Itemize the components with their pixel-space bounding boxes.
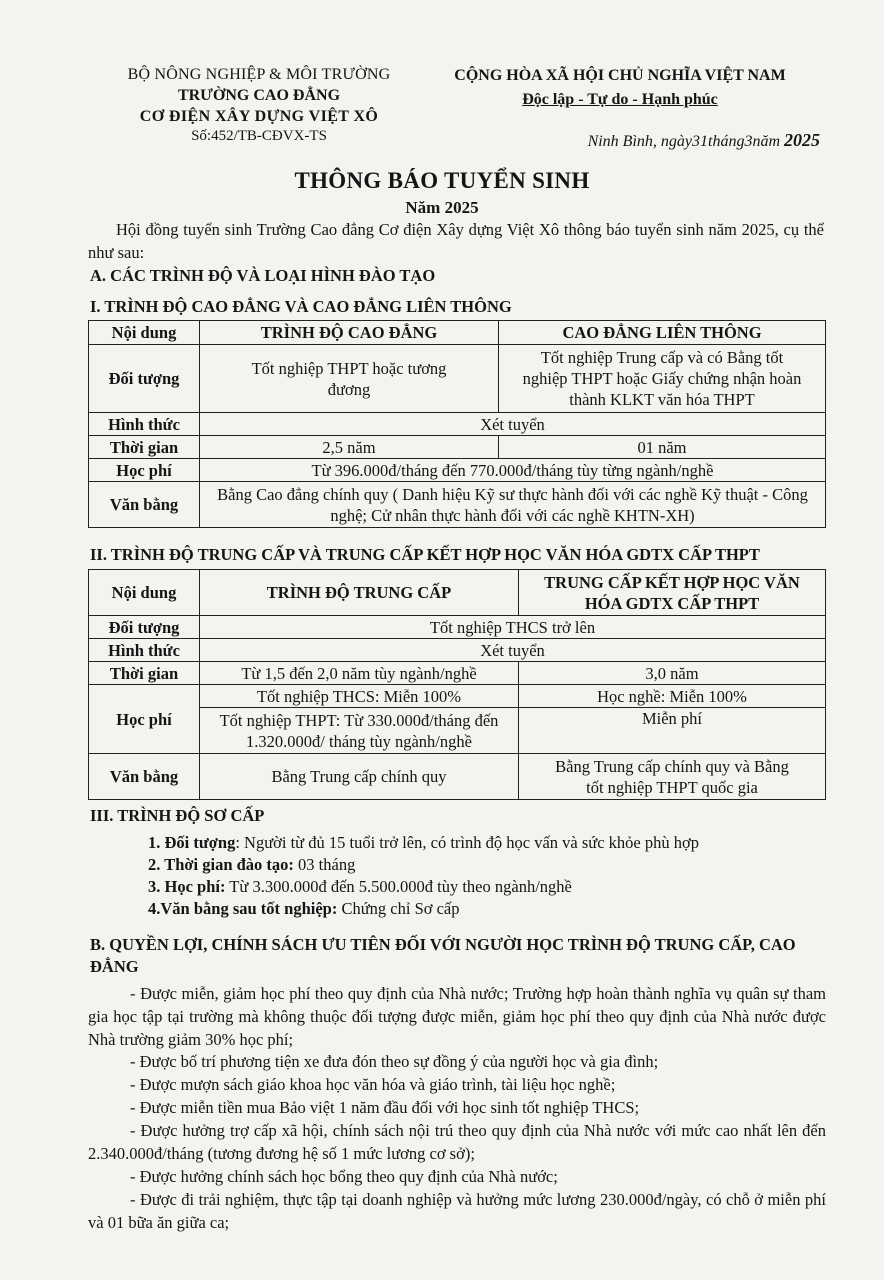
- row-label: Học phí: [89, 459, 200, 482]
- table-cell: Bằng Trung cấp chính quy và Bằng tốt nghiệp THPT quốc gia: [519, 754, 826, 800]
- table-cell: Từ 1,5 đến 2,0 năm tùy ngành/nghề: [200, 662, 519, 685]
- list-item: - Được miễn, giảm học phí theo quy định của Nhà nước; Trường hợp hoàn thành nghĩa vụ quân sự tham gia học tập tại trường mà không thuộc đối tượng được miễn, giảm học phí theo quy định của Nhà nước được Nhà trường giảm 30% học phí;: [88, 984, 826, 1049]
- issuer-block: [104, 64, 414, 147]
- row-label: Đối tượng: [89, 345, 200, 413]
- table-row: [89, 708, 826, 754]
- document-number: Số:452/TB-CĐVX-TS: [191, 128, 327, 144]
- table-cell: Tốt nghiệp THPT hoặc tương đương: [200, 345, 499, 413]
- table-row: [89, 413, 826, 436]
- list-item: 2. Thời gian đào tạo: 03 tháng: [148, 855, 356, 874]
- table-cell: Từ 396.000đ/tháng đến 770.000đ/tháng tùy từng ngành/nghề: [200, 459, 826, 482]
- list-item: 1. Đối tượng: Người từ đủ 15 tuổi trở lên, có trình độ học vấn và sức khỏe phù hợp: [148, 833, 699, 852]
- table-cao-dang: [88, 320, 826, 528]
- list-item: - Được đi trải nghiệm, thực tập tại doanh nghiệp và hưởng mức lương 230.000đ/ngày, có chỗ ở miễn phí và 01 bữa ăn giữa ca;: [88, 1190, 826, 1232]
- table-cell: Tốt nghiệp Trung cấp và có Bằng tốt nghiệp THPT hoặc Giấy chứng nhận hoàn thành KLKT văn hóa THPT: [499, 345, 826, 413]
- table-trung-cap: [88, 569, 826, 800]
- row-label: Hình thức: [89, 639, 200, 662]
- section-3-heading: III. TRÌNH ĐỘ SƠ CẤP: [90, 806, 265, 825]
- table-row: [89, 616, 826, 639]
- section-2-heading: II. TRÌNH ĐỘ TRUNG CẤP VÀ TRUNG CẤP KẾT HỢP HỌC VĂN HÓA GDTX CẤP THPT: [90, 545, 760, 564]
- row-label: Học phí: [89, 685, 200, 754]
- document-subtitle: Năm 2025: [405, 198, 479, 217]
- table-row: [89, 482, 826, 528]
- table-cell: 01 năm: [499, 436, 826, 459]
- table-cell: 2,5 năm: [200, 436, 499, 459]
- ministry-name: BỘ NÔNG NGHIỆP & MÔI TRƯỜNG: [127, 66, 391, 83]
- document-title: THÔNG BÁO TUYỂN SINH: [294, 168, 590, 193]
- table-cell: Bằng Cao đẳng chính quy ( Danh hiệu Kỹ sư thực hành đối với các nghề Kỹ thuật - Công nghệ; Cử nhân thực hành đối với các nghề KHTN-XH): [200, 482, 826, 528]
- date-year: 2025: [784, 130, 820, 150]
- row-label: Văn bằng: [89, 482, 200, 528]
- table-cell: 3,0 năm: [519, 662, 826, 685]
- table-cell: Miễn phí: [519, 708, 826, 754]
- table-header-cell: TRÌNH ĐỘ CAO ĐẲNG: [200, 321, 499, 345]
- school-name-line1: TRƯỜNG CAO ĐẲNG: [177, 87, 341, 104]
- table-cell: Tốt nghiệp THCS: Miễn 100%: [200, 685, 519, 708]
- section-1-heading: I. TRÌNH ĐỘ CAO ĐẲNG VÀ CAO ĐẲNG LIÊN THÔNG: [90, 297, 512, 316]
- table-header-cell: TRUNG CẤP KẾT HỢP HỌC VĂN HÓA GDTX CẤP THPT: [519, 570, 826, 616]
- intro-paragraph: Hội đồng tuyển sinh Trường Cao đẳng Cơ điện Xây dựng Việt Xô thông báo tuyển sinh năm 2025, cụ thể như sau:: [88, 220, 824, 262]
- table-row: [89, 345, 826, 413]
- table-row: [89, 754, 826, 800]
- country-name: CỘNG HÒA XÃ HỘI CHỦ NGHĨA VIỆT NAM: [454, 67, 786, 84]
- list-item: - Được hưởng trợ cấp xã hội, chính sách nội trú theo quy định của Nhà nước với mức cao nhất lên đến 2.340.000đ/tháng (tương đương hệ số 1 mức lương cơ sở);: [88, 1121, 826, 1163]
- table-cell: Xét tuyển: [200, 639, 826, 662]
- table-header-cell: Nội dung: [89, 321, 200, 345]
- national-motto: Độc lập - Tự do - Hạnh phúc: [522, 91, 718, 108]
- school-name-line2: CƠ ĐIỆN XÂY DỰNG VIỆT XÔ: [139, 108, 379, 125]
- table-row: [89, 685, 826, 708]
- table-row: [89, 570, 826, 616]
- section-3-list: [148, 832, 699, 920]
- table-cell: Bằng Trung cấp chính quy: [200, 754, 519, 800]
- list-item: - Được miễn tiền mua Bảo việt 1 năm đầu đối với học sinh tốt nghiệp THCS;: [130, 1098, 640, 1117]
- list-item: 4.Văn bằng sau tốt nghiệp: Chứng chỉ Sơ cấp: [148, 899, 460, 918]
- list-item: - Được mượn sách giáo khoa học văn hóa và giáo trình, tài liệu học nghề;: [130, 1075, 616, 1094]
- table-row: [89, 459, 826, 482]
- date-text: Ninh Bình, ngày31tháng3năm: [587, 133, 780, 150]
- section-a-heading: A. CÁC TRÌNH ĐỘ VÀ LOẠI HÌNH ĐÀO TẠO: [90, 266, 436, 285]
- date-line: [520, 130, 820, 151]
- row-label: Thời gian: [89, 436, 200, 459]
- table-row: [89, 639, 826, 662]
- list-item: - Được hưởng chính sách học bổng theo quy định của Nhà nước;: [130, 1167, 558, 1186]
- section-b-heading: B. QUYỀN LỢI, CHÍNH SÁCH ƯU TIÊN ĐỐI VỚI NGƯỜI HỌC TRÌNH ĐỘ TRUNG CẤP, CAO ĐẲNG: [90, 935, 796, 976]
- table-header-cell: TRÌNH ĐỘ TRUNG CẤP: [200, 570, 519, 616]
- table-cell: Xét tuyển: [200, 413, 826, 436]
- national-header: [420, 64, 820, 112]
- row-label: Văn bằng: [89, 754, 200, 800]
- table-header-cell: CAO ĐẲNG LIÊN THÔNG: [499, 321, 826, 345]
- table-row: [89, 436, 826, 459]
- table-cell: Tốt nghiệp THPT: Từ 330.000đ/tháng đến 1.320.000đ/ tháng tùy ngành/nghề: [200, 708, 519, 754]
- row-label: Hình thức: [89, 413, 200, 436]
- row-label: Đối tượng: [89, 616, 200, 639]
- table-cell: Tốt nghiệp THCS trở lên: [200, 616, 826, 639]
- row-label: Thời gian: [89, 662, 200, 685]
- list-item: 3. Học phí: Từ 3.300.000đ đến 5.500.000đ tùy theo ngành/nghề: [148, 877, 572, 896]
- table-row: [89, 662, 826, 685]
- list-item: - Được bố trí phương tiện xe đưa đón theo sự đồng ý của người học và gia đình;: [130, 1052, 659, 1071]
- table-header-cell: Nội dung: [89, 570, 200, 616]
- table-row: [89, 321, 826, 345]
- table-cell: Học nghề: Miễn 100%: [519, 685, 826, 708]
